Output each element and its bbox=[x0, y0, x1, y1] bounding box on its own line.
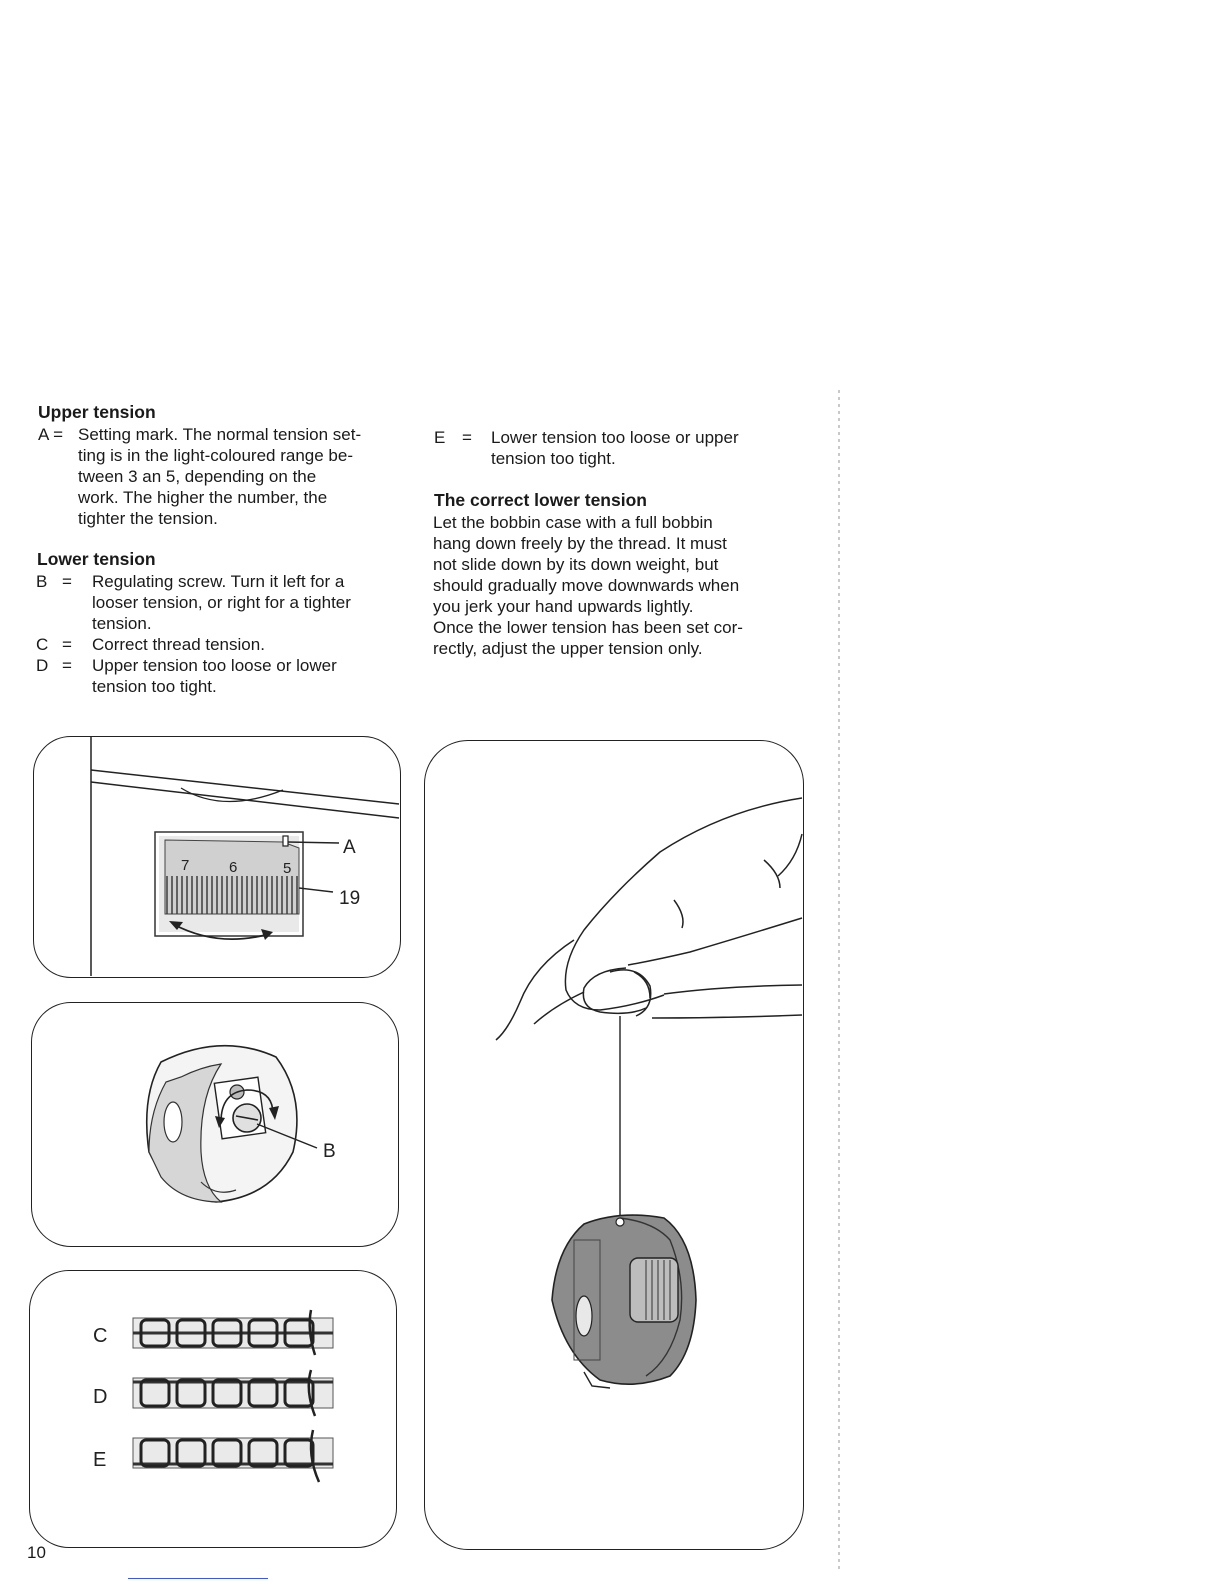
bobbin-case-icon bbox=[552, 1215, 696, 1388]
item-b-eq: = bbox=[62, 572, 72, 591]
stitch-illustration bbox=[29, 1270, 397, 1548]
label-b: B bbox=[323, 1141, 336, 1162]
para-line: you jerk your hand upwards lightly. bbox=[433, 597, 694, 616]
label-19: 19 bbox=[339, 888, 361, 909]
item-e-key: E bbox=[434, 428, 446, 447]
item-b-key: B bbox=[36, 572, 48, 591]
item-c-eq: = bbox=[62, 635, 72, 654]
item-d bbox=[36, 655, 416, 697]
item-a-key: A = bbox=[38, 425, 64, 444]
item-e bbox=[434, 427, 814, 469]
item-b-line: tension. bbox=[92, 614, 152, 633]
item-c-line: Correct thread tension. bbox=[92, 635, 265, 654]
stitch-label-c: C bbox=[93, 1325, 108, 1347]
item-c bbox=[36, 634, 416, 655]
item-b-line: Regulating screw. Turn it left for a bbox=[92, 572, 345, 591]
para-line: Let the bobbin case with a full bobbin bbox=[433, 513, 713, 532]
item-a-line: ting is in the light-coloured range be- bbox=[78, 446, 353, 465]
stitch-row-d bbox=[133, 1370, 333, 1416]
item-e-eq: = bbox=[462, 428, 472, 447]
dial-number: 7 bbox=[181, 857, 190, 874]
item-c-key: C bbox=[36, 635, 49, 654]
dial-number: 6 bbox=[229, 859, 238, 876]
page-margin-edge bbox=[838, 390, 840, 1570]
stitch-row-c bbox=[133, 1310, 333, 1355]
footer-line bbox=[128, 1578, 268, 1579]
item-a bbox=[38, 424, 418, 534]
item-e-line: Lower tension too loose or upper bbox=[491, 428, 739, 447]
para-line: Once the lower tension has been set cor- bbox=[433, 618, 743, 637]
item-a-line: tween 3 an 5, depending on the bbox=[78, 467, 317, 486]
hand-illustration bbox=[496, 798, 802, 1040]
bobbin-screw-illustration bbox=[31, 1002, 399, 1247]
item-a-line: tighter the tension. bbox=[78, 509, 218, 528]
para-line: should gradually move downwards when bbox=[433, 576, 740, 595]
item-a-line: work. The higher the number, the bbox=[78, 488, 328, 507]
para-line: not slide down by its down weight, but bbox=[433, 555, 719, 574]
upper-tension-heading: Upper tension bbox=[38, 402, 156, 422]
para-line: hang down freely by the thread. It must bbox=[433, 534, 727, 553]
item-d-line: Upper tension too loose or lower bbox=[92, 656, 337, 675]
lower-tension-heading: Lower tension bbox=[37, 549, 156, 569]
item-d-key: D bbox=[36, 656, 49, 675]
stitch-label-d: D bbox=[93, 1386, 108, 1408]
label-a: A bbox=[343, 837, 356, 858]
para-line: rectly, adjust the upper tension only. bbox=[433, 639, 703, 658]
stitch-row-e bbox=[133, 1430, 333, 1482]
item-d-line: tension too tight. bbox=[92, 677, 217, 696]
dial-illustration bbox=[33, 736, 401, 978]
correct-lower-tension-heading: The correct lower tension bbox=[434, 490, 647, 510]
page-number: 10 bbox=[27, 1543, 46, 1562]
stitch-label-e: E bbox=[93, 1449, 107, 1471]
hanging-bobbin-illustration bbox=[424, 740, 804, 1550]
item-e-line: tension too tight. bbox=[491, 449, 616, 468]
dial-number: 5 bbox=[283, 860, 292, 877]
correct-lower-tension-paragraph bbox=[433, 512, 823, 659]
item-b bbox=[36, 571, 416, 634]
item-d-eq: = bbox=[62, 656, 72, 675]
item-a-line: Setting mark. The normal tension set- bbox=[78, 425, 362, 444]
item-b-line: looser tension, or right for a tighter bbox=[92, 593, 351, 612]
